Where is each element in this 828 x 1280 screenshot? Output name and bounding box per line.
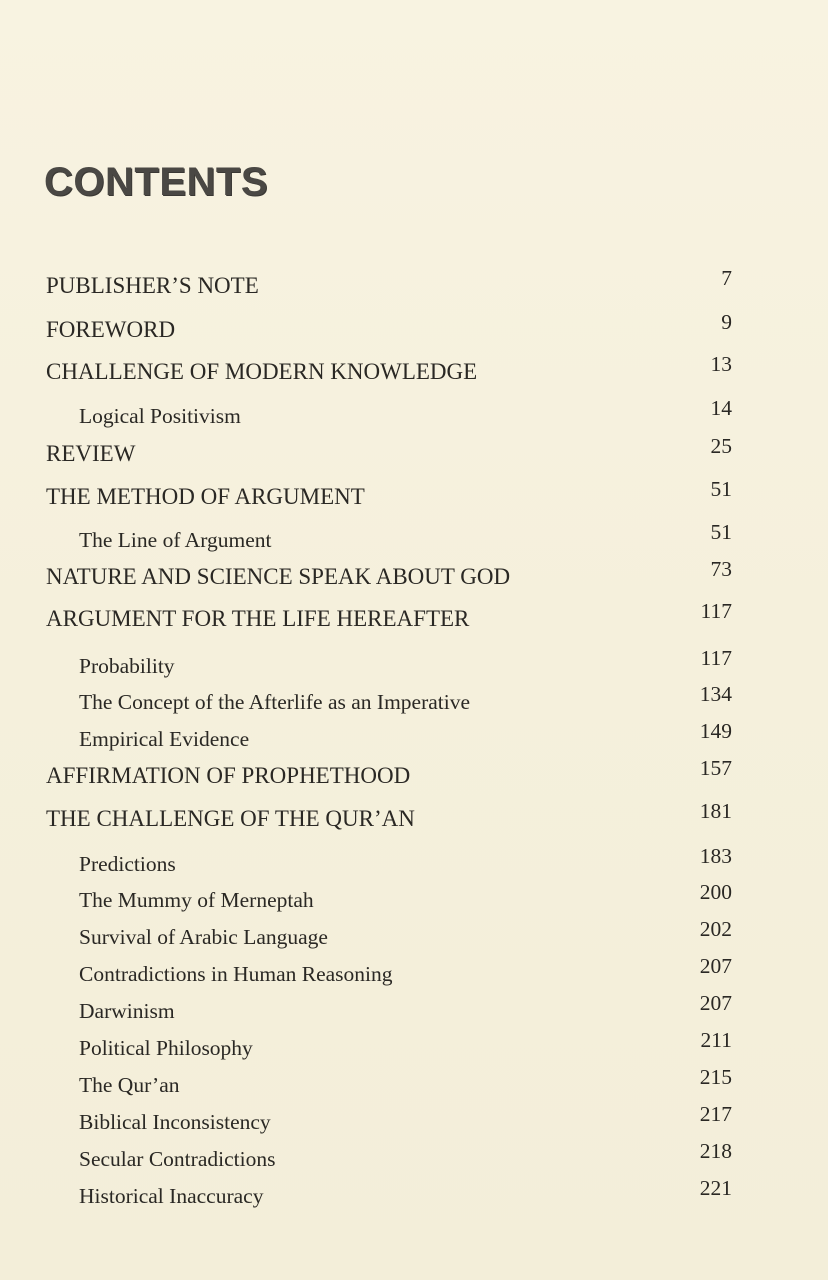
- toc-entry-label: FOREWORD: [46, 317, 176, 342]
- toc-page-number: 215: [699, 1065, 732, 1089]
- toc-section-entry: [0, 1027, 828, 1061]
- toc-page-number: 157: [699, 756, 732, 780]
- toc-page-number: 117: [700, 646, 732, 670]
- toc-entry-label: AFFIRMATION OF PROPHETHOOD: [46, 763, 411, 788]
- toc-section-entry: [0, 953, 828, 987]
- toc-page-number: 7: [721, 266, 732, 290]
- toc-entry-label: Biblical Inconsistency: [79, 1110, 271, 1134]
- toc-entry-label: REVIEW: [46, 441, 136, 466]
- toc-page-number: 149: [699, 719, 732, 743]
- toc-chapter-entry: [0, 556, 828, 590]
- toc-entry-label: NATURE AND SCIENCE SPEAK ABOUT GOD: [46, 564, 511, 589]
- toc-page-number: 211: [700, 1028, 732, 1052]
- toc-entry-label: ARGUMENT FOR THE LIFE HEREAFTER: [46, 606, 470, 631]
- toc-page-number: 73: [710, 557, 732, 581]
- toc-page-number: 221: [699, 1176, 732, 1200]
- toc-chapter-entry: [0, 476, 828, 510]
- page-title: CONTENTS: [44, 160, 268, 204]
- toc-section-entry: [0, 395, 828, 429]
- toc-page-number: 202: [699, 917, 732, 941]
- toc-entry-label: Political Philosophy: [79, 1036, 253, 1060]
- toc-entry-label: Predictions: [79, 852, 176, 876]
- toc-page-number: 117: [700, 599, 732, 623]
- toc-page-number: 51: [710, 520, 732, 544]
- toc-section-entry: [0, 1064, 828, 1098]
- toc-section-entry: [0, 843, 828, 877]
- toc-entry-label: The Concept of the Afterlife as an Imperative: [79, 690, 471, 714]
- toc-page-number: 134: [699, 682, 732, 706]
- toc-page-number: 207: [699, 954, 732, 978]
- toc-page-number: 183: [699, 844, 732, 868]
- toc-section-entry: [0, 645, 828, 679]
- toc-chapter-entry: [0, 309, 828, 343]
- toc-page-number: 51: [710, 477, 732, 501]
- toc-chapter-entry: [0, 755, 828, 789]
- toc-page-number: 218: [699, 1139, 732, 1163]
- toc-chapter-entry: [0, 798, 828, 832]
- toc-entry-label: PUBLISHER’S NOTE: [46, 273, 259, 298]
- toc-entry-label: Contradictions in Human Reasoning: [79, 962, 393, 986]
- toc-page-number: 9: [721, 310, 732, 334]
- toc-section-entry: [0, 879, 828, 913]
- toc-page-number: 181: [699, 799, 732, 823]
- toc-chapter-entry: [0, 598, 828, 632]
- toc-entry-label: Logical Positivism: [79, 404, 241, 428]
- toc-page-number: 14: [710, 396, 732, 420]
- toc-page-number: 207: [699, 991, 732, 1015]
- toc-entry-label: THE METHOD OF ARGUMENT: [46, 484, 365, 509]
- toc-entry-label: The Mummy of Merneptah: [79, 888, 314, 912]
- toc-page-number: 13: [710, 352, 732, 376]
- toc-section-entry: [0, 990, 828, 1024]
- toc-entry-label: THE CHALLENGE OF THE QUR’AN: [46, 806, 415, 831]
- toc-entry-label: Secular Contradictions: [79, 1147, 276, 1171]
- toc-entry-label: Empirical Evidence: [79, 727, 250, 751]
- toc-section-entry: [0, 1138, 828, 1172]
- toc-chapter-entry: [0, 265, 828, 299]
- toc-page-number: 25: [710, 434, 732, 458]
- toc-section-entry: [0, 1175, 828, 1209]
- toc-chapter-entry: [0, 351, 828, 385]
- toc-section-entry: [0, 1101, 828, 1135]
- toc-entry-label: Survival of Arabic Language: [79, 925, 328, 949]
- toc-chapter-entry: [0, 433, 828, 467]
- toc-section-entry: [0, 519, 828, 553]
- toc-entry-label: Probability: [79, 654, 175, 678]
- toc-entry-label: The Line of Argument: [79, 528, 272, 552]
- toc-entry-label: Historical Inaccuracy: [79, 1184, 264, 1208]
- toc-entry-label: CHALLENGE OF MODERN KNOWLEDGE: [46, 359, 478, 384]
- toc-section-entry: [0, 718, 828, 752]
- toc-page-number: 200: [699, 880, 732, 904]
- toc-section-entry: [0, 916, 828, 950]
- toc-section-entry: [0, 681, 828, 715]
- toc-page-number: 217: [699, 1102, 732, 1126]
- toc-entry-label: The Qur’an: [79, 1073, 180, 1097]
- toc-entry-label: Darwinism: [79, 999, 175, 1023]
